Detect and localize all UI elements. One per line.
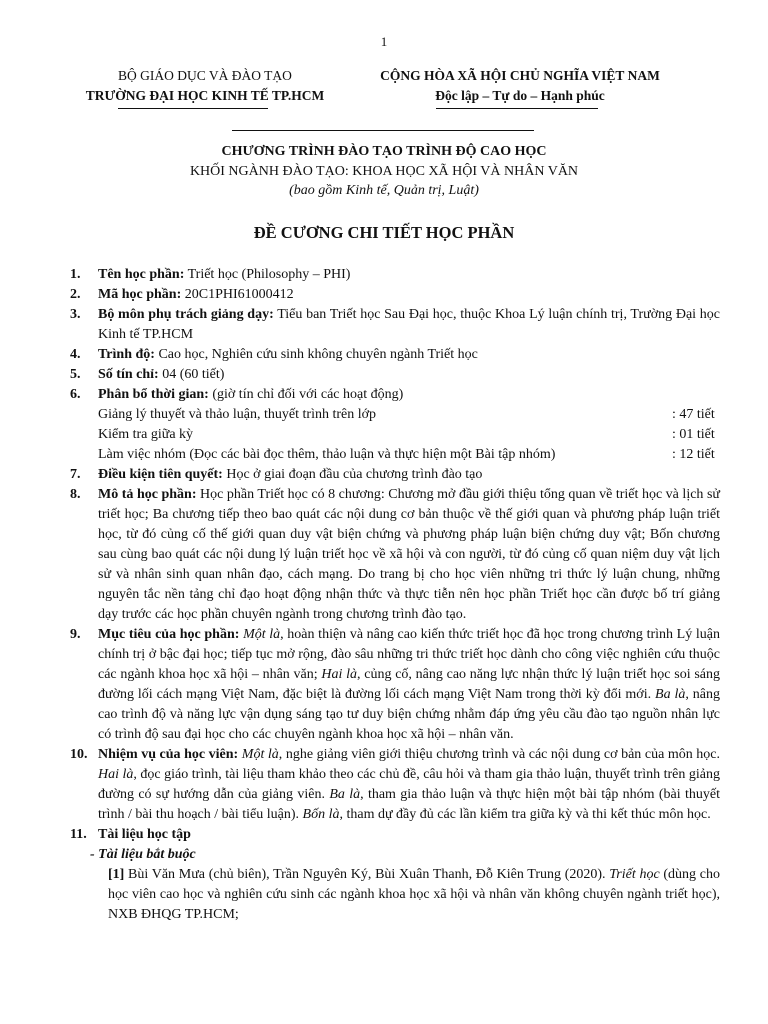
item-number: 6. [70,387,81,402]
emphasis: Bốn là [302,807,340,822]
item-text: , củng cố, nâng cao năng lực nhận thức lý luận triết học soi sáng đường lối cách mạng Việt Nam, đặc biệt là đường lối cách mạng Việt Nam trong thời kỳ đổi mới. [98,667,721,702]
item-credits [70,365,720,385]
title-divider [232,130,534,131]
item-description [70,485,720,625]
ministry-name: BỘ GIÁO DỤC VÀ ĐÀO TẠO [118,68,292,83]
reference-text: Bùi Văn Mưa (chủ biên), Trần Nguyên Ký, Bùi Xuân Thanh, Đỗ Kiên Trung (2020). [124,867,610,882]
item-number: 4. [70,347,81,362]
reference-entry [70,865,720,925]
item-label: Số tín chỉ: [98,367,159,382]
header-right-underline [436,108,598,109]
time-row [70,445,720,465]
time-row-activity: Giảng lý thuyết và thảo luận, thuyết trình trên lớp [98,407,377,422]
header-right [350,66,690,106]
time-row-activity: Làm việc nhóm (Đọc các bài đọc thêm, thảo luận và thực hiện một Bài tập nhóm) [98,447,556,462]
reference-tag: [1] [108,867,125,882]
item-text: (giờ tín chỉ đối với các hoạt động) [208,387,404,402]
item-text: Tiểu ban Triết học Sau Đại học, thuộc Khoa Lý luận chính trị, Trường Đại học Kinh tế TP.HCM [98,307,720,342]
university-name: TRƯỜNG ĐẠI HỌC KINH TẾ TP.HCM [85,88,325,103]
emphasis: Hai là [98,767,134,782]
item-number: 9. [70,627,81,642]
item-text: Học ở giai đoạn đầu của chương trình đào tạo [222,467,483,482]
emphasis: Một là [241,747,279,762]
item-student-duties [70,745,720,825]
item-number: 2. [70,287,81,302]
time-row [70,425,720,445]
item-learning-materials [70,825,720,845]
item-label: Mã học phần: [98,287,182,302]
item-text: , tham gia thảo luận và thực hiện một bài tập nhóm (bài thuyết trình / bài thu hoạch / bài tiểu luận). [98,787,720,822]
time-row-hours: : 47 tiết [672,407,715,422]
item-number: 1. [70,267,81,282]
field-title: KHỐI NGÀNH ĐÀO TẠO: KHOA HỌC XÃ HỘI VÀ NHÂN VĂN [189,164,579,179]
time-row-activity: Kiểm tra giữa kỳ [98,427,194,442]
item-text: , tham dự đầy đủ các lần kiểm tra giữa kỳ và thi kết thúc môn học. [339,807,711,822]
item-number: 11. [70,827,87,842]
header-left [50,66,360,106]
emphasis: Hai là [321,667,358,682]
header-left-underline [118,108,268,109]
title-block [0,142,768,244]
emphasis: Ba là [655,687,686,702]
item-text: 20C1PHI61000412 [181,287,294,302]
item-label: Phân bổ thời gian: [98,387,209,402]
time-row [70,405,720,425]
item-text: Triết học (Philosophy – PHI) [184,267,351,282]
reference-text: (dùng cho học viên cao học và nghiên cứu sinh các ngành khoa học xã hội và nhân văn không chuyên ngành triết học), NXB ĐHQG TP.HCM; [108,867,720,922]
item-course-code [70,285,720,305]
item-label: Bộ môn phụ trách giảng dạy: [98,307,274,322]
item-label: Nhiệm vụ của học viên: [98,747,239,762]
syllabus-content [70,265,720,925]
item-text: Học phần Triết học có 8 chương: Chương mở đầu giới thiệu tổng quan về triết học và lịch sử triết học; Ba chương tiếp theo bao quát các nội dung cơ bản thuộc về thế giới quan và phương pháp luận triết học, từ đó củng cố thế giới quan duy vật biện chứng và phương pháp luận biện chứng duy vật; Bốn chương sau cùng bao quát các nội dung lý luận triết học về xã hội và con người, từ đó củng cố quan niệm duy vật lịch sử và nhân sinh quan nhân đạo, cách mạng. Do trang bị cho học viên những tri thức lý luận chung, những nguyên tắc nền tảng chỉ đạo hoạt động nhận thức và thực tiễn nên học phần Triết học cần được bố trí giảng dạy trước các học phần chuyên ngành trong chương trình đào tạo. [98,487,720,622]
item-level [70,345,720,365]
item-text: , nâng cao trình độ và năng lực vận dụng sáng tạo tư duy biện chứng nhằm đáp ứng yêu cầu đào tạo nguồn nhân lực có trình độ sau đại học cho các chuyên ngành khoa học xã hội – nhân văn. [98,687,720,742]
item-time-allocation [70,385,720,405]
item-label: Tài liệu học tập [98,827,191,842]
emphasis: Một là [243,627,281,642]
document-title: ĐỀ CƯƠNG CHI TIẾT HỌC PHẦN [253,223,515,242]
item-label: Trình độ: [98,347,155,362]
reference-title: Triết học [609,867,660,882]
item-number: 8. [70,487,81,502]
program-title: CHƯƠNG TRÌNH ĐÀO TẠO TRÌNH ĐỘ CAO HỌC [221,144,547,159]
item-number: 7. [70,467,81,482]
item-text: Cao học, Nghiên cứu sinh không chuyên ngành Triết học [154,347,478,362]
item-label: Điều kiện tiên quyết: [98,467,223,482]
item-label: Tên học phần: [98,267,185,282]
item-label: Mô tả học phần: [98,487,197,502]
item-text: , nghe giảng viên giới thiệu chương trình và các nội dung cơ bản của môn học. [278,747,720,762]
item-number: 5. [70,367,81,382]
item-objectives [70,625,720,745]
item-number: 10. [70,747,88,762]
field-note: (bao gồm Kinh tế, Quản trị, Luật) [289,183,479,198]
page-number: 1 [380,34,388,49]
item-department [70,305,720,345]
item-text: 04 (60 tiết) [158,367,225,382]
item-text: , đọc giáo trình, tài liệu tham khảo theo các chủ đề, câu hỏi và tham gia thảo luận, thuyết trình trên giảng đường có sự hướng dẫn của giảng viên. [98,767,720,802]
required-materials-heading: - Tài liệu bắt buộc [90,847,196,862]
item-text: , hoàn thiện và nâng cao kiến thức triết học đã học trong chương trình Lý luận chính trị ở bậc đại học; tiếp tục mở rộng, đào sâu những tri thức triết học dành cho công việc nghiên cứu thuộc các ngành khoa học xã hội – nhân văn; [98,627,720,682]
item-number: 3. [70,307,81,322]
time-row-hours: : 01 tiết [672,427,715,442]
item-course-name [70,265,720,285]
emphasis: Ba là [329,787,361,802]
item-prerequisites [70,465,720,485]
national-motto: Độc lập – Tự do – Hạnh phúc [435,88,605,103]
item-label: Mục tiêu của học phần: [98,627,240,642]
time-row-hours: : 12 tiết [672,447,715,462]
country-name: CỘNG HÒA XÃ HỘI CHỦ NGHĨA VIỆT NAM [380,68,660,83]
